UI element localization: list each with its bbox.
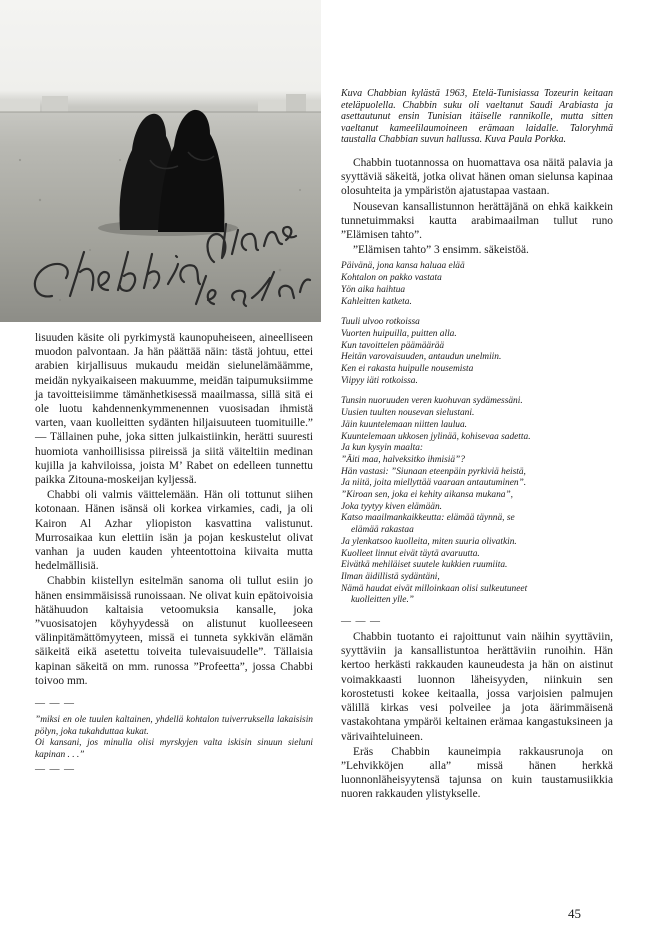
village-photograph (0, 0, 321, 322)
poem-line: Kahleitten katketa. (341, 296, 412, 307)
poem-line: Hän vastasi: ”Siunaan eteenpäin pyrkiviä heistä, (341, 466, 526, 477)
paragraph: Nousevan kansallistunnon herättäjänä on ehkä kaikkein tunnetuimmaksi kautta arabimaailman tullut runo ”Elämisen tahto”. (341, 200, 613, 241)
footnote-quote (35, 715, 313, 762)
poem-line: Päivänä, jona kansa haluaa elää (341, 261, 465, 272)
paragraph: Chabbin tuotannossa on huomattava osa näitä palavia ja syyttäviä säkeitä, jotka olivat hänen oman sielunsa kapinaa olosuhteita ja ympäristön ajatustapaa vastaan. (341, 156, 613, 198)
paragraph: Chabbin tuotanto ei rajoittunut vain näihin syyttäviin, syyttäviin ja kansallistuntoa herättäviin runoihin. Hän kertoo herkästi rakkauden kauneudesta ja hän on aistinut voimakkaasti luonnon läheisyyden, niinkuin sen korostetusti kokee keitaalla, jossa varjoisien palmujen välillä kirkas vesi polveilee ja jota äärimmäisenä vastakohtana ympäröi keltainen erämaa kangastuksineen ja värivaihteluineen. (341, 631, 613, 743)
paragraph: Chabbi oli valmis väittelemään. Hän oli tottunut siihen kotonaan. Hänen isänsä oli korkea virkamies, cadi, ja oli Kairon Al Azhar yliopiston kasvattina valistunut. Murrosaikaa kun elettiin isän ja pojan keskustelut olivat vanhan ja uuden kauden yhteentottoina kiivaita mutta hedelmällisiä. (35, 489, 313, 573)
poem-line: Tuuli ulvoo rotkoissa (341, 317, 420, 328)
footnote-separator: — — — (35, 698, 75, 710)
poem-line: Ilman äidillistä sydäntäni, (341, 571, 440, 582)
poem-line: Kuolleet linnut eivät täytä avaruutta. (341, 548, 480, 559)
photo-scene-graphic (0, 0, 321, 322)
page-number: 45 (568, 906, 581, 921)
poem-heading: ”Elämisen tahto” 3 ensimm. säkeistöä. (353, 244, 529, 257)
poem-line: Vuorten huipuilla, puitten alla. (341, 328, 457, 339)
footnote-separator: — — — (35, 763, 75, 775)
paragraph: Chabbin kiistellyn esitelmän sanoma oli tullut esiin jo hänen ensimmäisissä runoissaan. Ne olivat kuin epätoivoisia hätähuudon kaltaisia vetoomuksia kansalle, joka ”vuosisatojen köyhyydessä on alistunut kuolleeseen välinpitämättömyyteen, missä ei tunneta sykkivän elämän säikeitä eikä asetettu toiveita tulevaisuudelle”. Tällaisia kapinan säkeitä on mm. runossa ”Profeetta”, jossa Chabbi toivoo mm. (35, 575, 313, 687)
poem-line: kuolleitten ylle.” (351, 595, 415, 606)
poem-line: Jäin kuuntelemaan niitten laulua. (341, 419, 468, 430)
poem-line: Viipyy iäti rotkoissa. (341, 375, 418, 386)
poem-line: Yön aika haihtua (341, 284, 406, 295)
poem-stanza (341, 317, 613, 387)
footnote-line: Oi kansani, jos minulla olisi myrskyjen valta iskisin sinuun sieluni kapinan . . .” (35, 738, 313, 761)
poem-line: Eivätkä mehiläiset suutele kukkien ruumiita. (341, 560, 508, 571)
poem-line: Uusien tuulten nousevan sielustani. (341, 408, 475, 419)
footnote-line: ”miksi en ole tuulen kaltainen, yhdellä kohtalon tuiverruksella lakaisisin pölyn, joka tukahduttaa kukat. (35, 715, 313, 737)
poem-line: Heitän varovaisuuden, antaudun unelmiin. (341, 352, 502, 363)
poem-line: Kohtalon on pakko vastata (341, 273, 442, 284)
poem-line: Kun tavoittelen päämäärää (341, 340, 445, 351)
poem-line: Ken ei rakasta huipulle nousemista (341, 364, 474, 375)
poem-line: Tunsin nuoruuden veren kuohuvan sydämessäni. (341, 396, 523, 407)
poem-line: Ja niitä, joita miellyttää vaaraan antautuminen”. (341, 478, 527, 489)
photo-caption: Kuva Chabbian kylästä 1963, Etelä-Tunisiassa Tozeurin keitaan eteläpuolella. Chabbin suku oli vaeltanut Saudi Arabiasta ja asettautunut ensin Tunisian itäiselle rannikolle, mutta sitten vaeltanut kameelilaumoineen erämaan laidalle. Taloryhmä taustalla Chabbian suvun hallussa. Kuva Paula Porkka. (341, 88, 613, 146)
paragraph: lisuuden käsite oli pyrkimystä kaunopuheiseen, aineelliseen muodon palvontaan. Ja hän päättää näin: tästä johtuu, ettei arabien kirjallisuus mukaudu meidän sielunelämäämme, meidän nykyaikaiseen makuumme, meidän taipumuksiimme ja tavoitteisiimme tämänhetkisessä maailmassa, sillä sitä ei ole luotu kahdennenkymmenennen vuosisadan ihmistä varten, vaan kuolleitten sydänten hiljaisuuteen tuomituille.” — Tällainen puhe, joka sitten julkaistiinkin, herätti suuresti huomiota vanhoillisissa piireissä ja siitä väiteltiin medinan kujilla ja kahviloissa, joista M’ Rabet on edelleen tunnettu paikka Zitouna-moskeijan kyljessä. (35, 332, 313, 487)
poem-line: Ja kun kysyin maalta: (341, 443, 424, 454)
poem-line: Kuuntelemaan ukkosen jylinää, kohisevaa sadetta. (341, 431, 531, 442)
right-column (341, 88, 613, 802)
poem-line: elämää rakastaa (351, 525, 414, 536)
poem-line: Nämä haudat eivät milloinkaan olisi sulkeutuneet (341, 583, 528, 594)
poem-stanza (341, 396, 613, 607)
poem-stanza (341, 261, 613, 308)
poem (341, 261, 613, 607)
poem-line: Joka tyytyy kiven elämään. (341, 501, 442, 512)
poem-line: Ja ylenkatsoo kuolleita, miten suuria olivatkin. (341, 536, 517, 547)
poem-line: ”Äiti maa, halveksitko ihmisiä”? (341, 454, 465, 465)
left-column (35, 331, 313, 778)
paragraph: Eräs Chabbin kauneimpia rakkausrunoja on ”Lehvikköjen alla” missä hänen herkkä luonnonläheisyytensä tajunsa on kuin taustamusiikkia nuoren rakkauden ylistykselle. (341, 745, 613, 801)
poem-line: Katso maailmankaikkeutta: elämää täynnä, se (341, 513, 515, 524)
poem-line: ”Kiroan sen, joka ei kehity aikansa mukana”, (341, 490, 514, 501)
section-separator: — — — (341, 616, 381, 628)
